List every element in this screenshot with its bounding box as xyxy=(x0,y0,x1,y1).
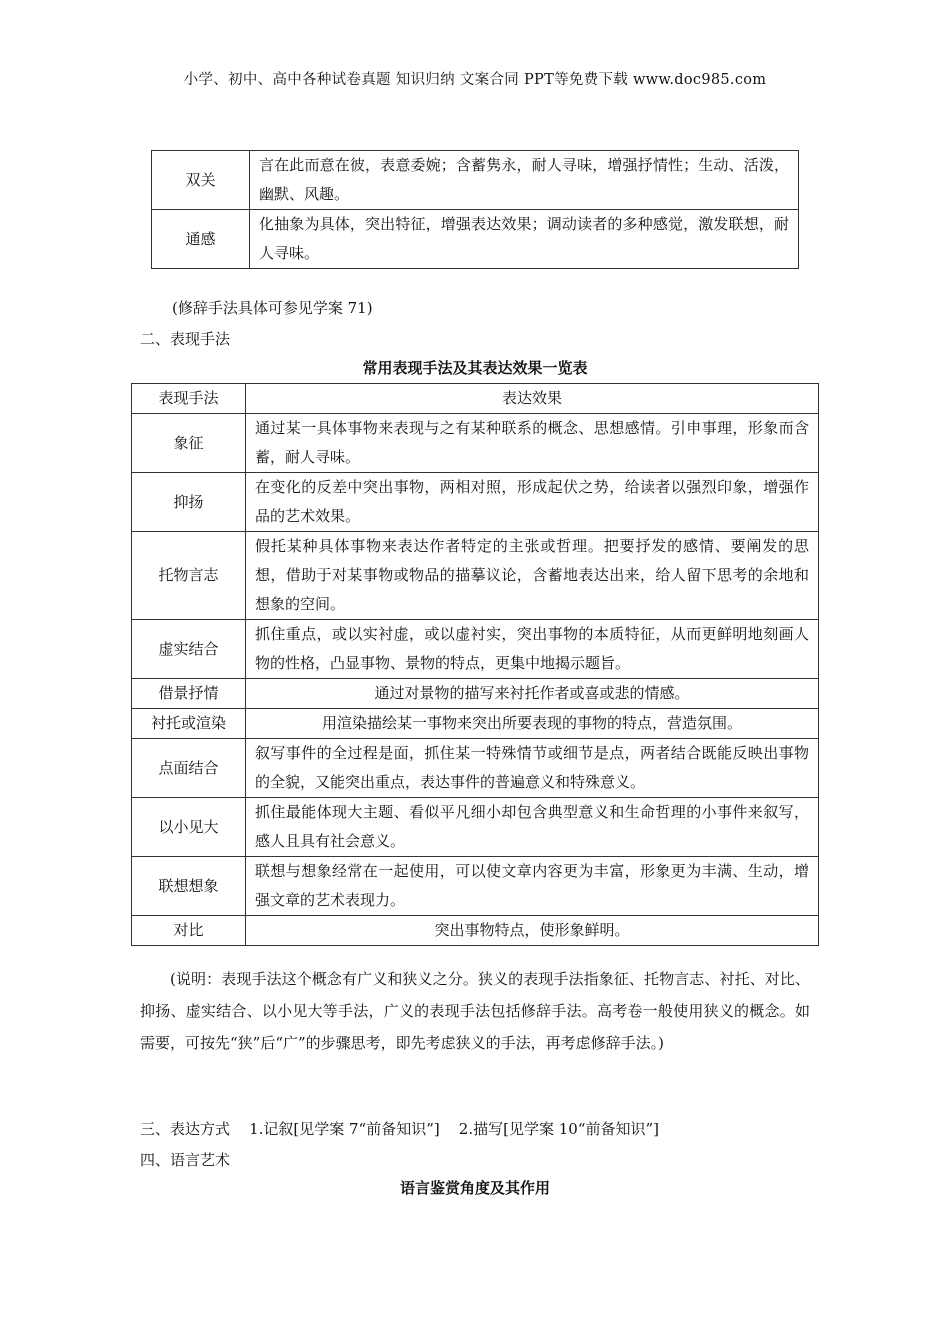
technique-effect: 用渲染描绘某一事物来突出所要表现的事物的特点，营造氛围。 xyxy=(246,709,819,739)
explanation-paragraph: (说明：表现手法这个概念有广义和狭义之分。狭义的表现手法指象征、托物言志、衬托、对比、抑扬、虚实结合、以小见大等手法，广义的表现手法包括修辞手法。高考卷一般使用狭义的概念。如需要，可按先“狭”后“广”的步骤思考，即先考虑狭义的手法，再考虑修辞手法。) xyxy=(140,970,810,1052)
technique-effect: 联想与想象经常在一起使用，可以使文章内容更为丰富，形象更为丰满、生动，增强文章的艺术表现力。 xyxy=(246,857,819,916)
rhetoric-note: (修辞手法具体可参见学案 71) xyxy=(172,299,373,317)
technique-effect: 在变化的反差中突出事物，两相对照，形成起伏之势，给读者以强烈印象，增强作品的艺术效果。 xyxy=(246,473,819,532)
table-header-row xyxy=(132,384,819,414)
table-row xyxy=(132,473,819,532)
technique-effect: 假托某种具体事物来表达作者特定的主张或哲理。把要抒发的感情、要阐发的思想，借助于对某事物或物品的描摹议论，含蓄地表达出来，给人留下思考的余地和想象的空间。 xyxy=(246,532,819,620)
table-row xyxy=(132,532,819,620)
technique-label: 抑扬 xyxy=(132,473,246,532)
table-row xyxy=(132,414,819,473)
technique-label: 双关 xyxy=(152,151,250,210)
technique-effect: 抓住最能体现大主题、看似平凡细小却包含典型意义和生命哲理的小事件来叙写，感人且具有社会意义。 xyxy=(246,798,819,857)
table-row xyxy=(152,151,799,210)
table-row xyxy=(132,857,819,916)
technique-label: 通感 xyxy=(152,210,250,269)
section-2-heading: 二、表现手法 xyxy=(140,330,231,348)
technique-effect: 通过某一具体事物来表现与之有某种联系的概念、思想感情。引申事理，形象而含蓄，耐人寻味。 xyxy=(246,414,819,473)
page-header: 小学、初中、高中各种试卷真题 知识归纳 文案合同 PPT等免费下载 www.doc985.com xyxy=(183,72,767,88)
table-row xyxy=(152,210,799,269)
table-3-title: 语言鉴赏角度及其作用 xyxy=(399,1179,550,1197)
rhetoric-table xyxy=(151,150,799,269)
column-header-effect: 表达效果 xyxy=(246,384,819,414)
section-4-heading: 四、语言艺术 xyxy=(140,1151,231,1169)
table-row xyxy=(132,798,819,857)
technique-label: 以小见大 xyxy=(132,798,246,857)
table-row xyxy=(132,620,819,679)
technique-label: 托物言志 xyxy=(132,532,246,620)
technique-label: 对比 xyxy=(132,916,246,946)
table-row xyxy=(132,916,819,946)
technique-label: 联想想象 xyxy=(132,857,246,916)
technique-label: 借景抒情 xyxy=(132,679,246,709)
column-header-technique: 表现手法 xyxy=(132,384,246,414)
technique-effect: 通过对景物的描写来衬托作者或喜或悲的情感。 xyxy=(246,679,819,709)
technique-effect: 言在此而意在彼，表意委婉；含蓄隽永，耐人寻味，增强抒情性；生动、活泼，幽默、风趣。 xyxy=(250,151,799,210)
table-row xyxy=(132,709,819,739)
technique-effect: 叙写事件的全过程是面，抓住某一特殊情节或细节是点，两者结合既能反映出事物的全貌，又能突出重点，表达事件的普遍意义和特殊意义。 xyxy=(246,739,819,798)
table-row xyxy=(132,679,819,709)
technique-effect: 突出事物特点，使形象鲜明。 xyxy=(246,916,819,946)
table-row xyxy=(132,739,819,798)
technique-label: 点面结合 xyxy=(132,739,246,798)
table-2-title: 常用表现手法及其表达效果一览表 xyxy=(362,359,588,377)
technique-effect: 化抽象为具体，突出特征，增强表达效果；调动读者的多种感觉，激发联想，耐人寻味。 xyxy=(250,210,799,269)
technique-label: 虚实结合 xyxy=(132,620,246,679)
technique-table xyxy=(131,383,819,946)
technique-effect: 抓住重点，或以实衬虚，或以虚衬实，突出事物的本质特征，从而更鲜明地刻画人物的性格，凸显事物、景物的特点，更集中地揭示题旨。 xyxy=(246,620,819,679)
section-3-line: 三、表达方式 1.记叙[见学案 7“前备知识”] 2.描写[见学案 10“前备知识”] xyxy=(140,1120,660,1138)
technique-label: 衬托或渲染 xyxy=(132,709,246,739)
technique-label: 象征 xyxy=(132,414,246,473)
